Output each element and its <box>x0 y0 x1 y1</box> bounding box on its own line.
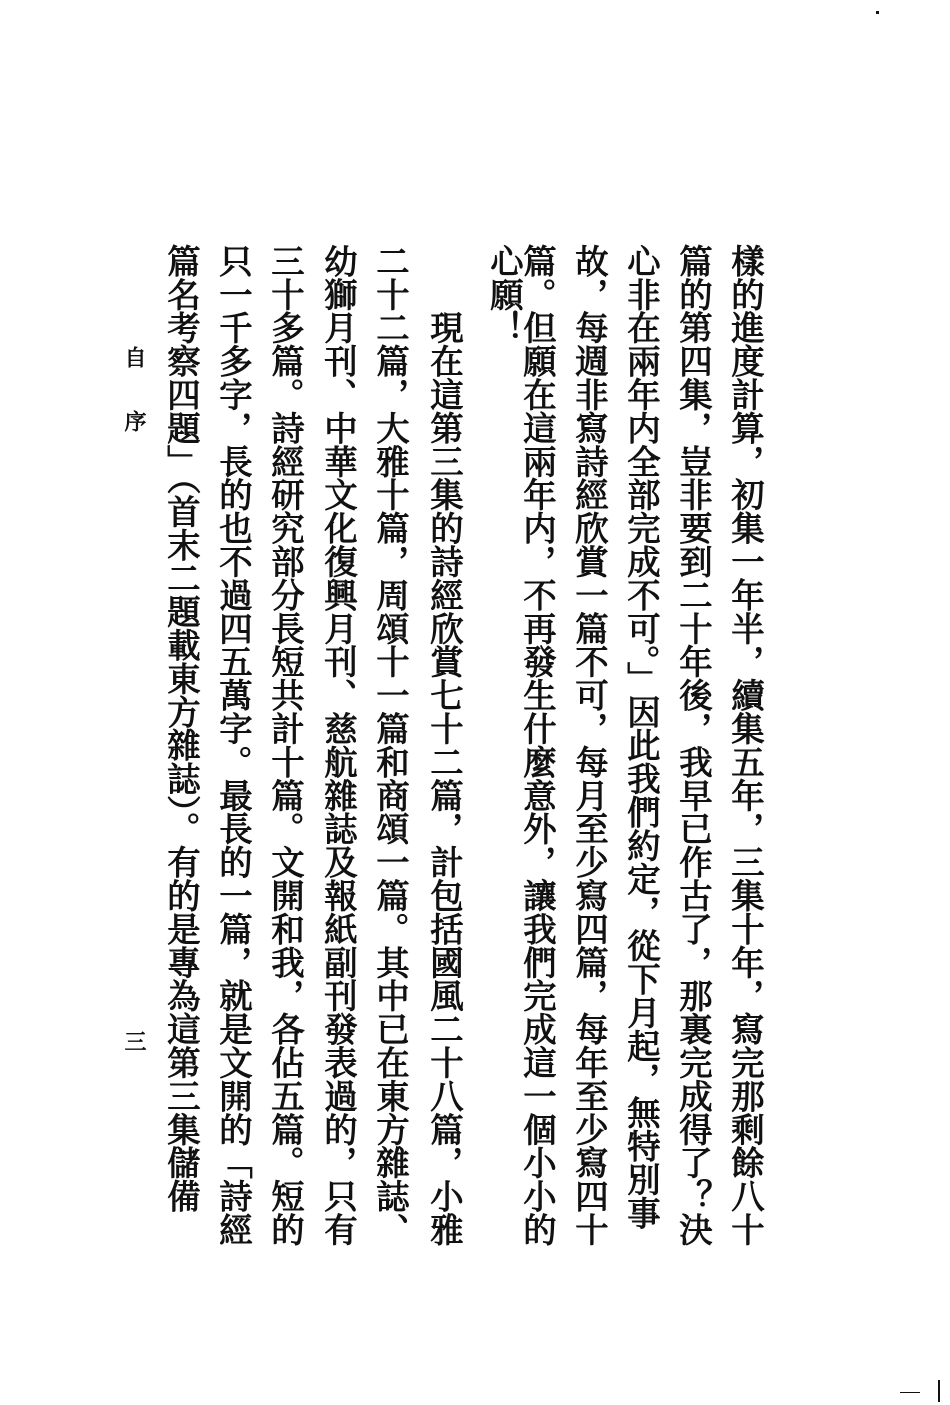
text-column-12: 篇名考察四題」（首末二題載東方雜誌）。有的是專為這第三集儲備 <box>162 244 201 1213</box>
text-column-7: 現在這第三集的詩經欣賞七十二篇，計包括國風二十八篇，小雅 <box>425 244 464 1246</box>
text-column-1: 樣的進度計算，初集一年半，續集五年，三集十年，寫完那剩餘八十 <box>726 244 765 1246</box>
text-column-8: 二十二篇，大雅十篇，周頌十一篇和商頌一篇。其中已在東方雜誌、 <box>371 244 410 1246</box>
text-column-5: 篇。但願在這兩年内，不再發生什麼意外，讓我們完成這一個小小的 <box>518 244 557 1246</box>
text-column-6: 心願！ <box>485 244 524 345</box>
text-column-4: 故，每週非寫詩經欣賞一篇不可，每月至少寫四篇，每年至少寫四十 <box>570 244 609 1246</box>
text-column-2: 篇的第四集，豈非要到二十年後，我早已作古了，那裏完成得了？決 <box>674 244 713 1246</box>
scan-edge-dash <box>900 1392 920 1393</box>
text-column-10: 三十多篇。詩經研究部分長短共計十篇。文開和我，各佔五篇。短的 <box>266 244 305 1246</box>
page-number: 三 <box>121 1030 147 1052</box>
text-column-3: 心非在兩年内全部完成不可。」因此我們約定，從下月起，無特別事 <box>622 244 661 1230</box>
running-head: 自序 <box>121 346 147 474</box>
text-column-9: 幼獅月刊、中華文化復興月刊、慈航雜誌及報紙副刊發表過的，只有 <box>319 244 358 1246</box>
text-column-11: 只一千多字，長的也不過四五萬字。最長的一篇，就是文開的「詩經 <box>214 244 253 1246</box>
scan-edge-mark <box>938 1380 940 1402</box>
scan-speck <box>876 11 879 14</box>
